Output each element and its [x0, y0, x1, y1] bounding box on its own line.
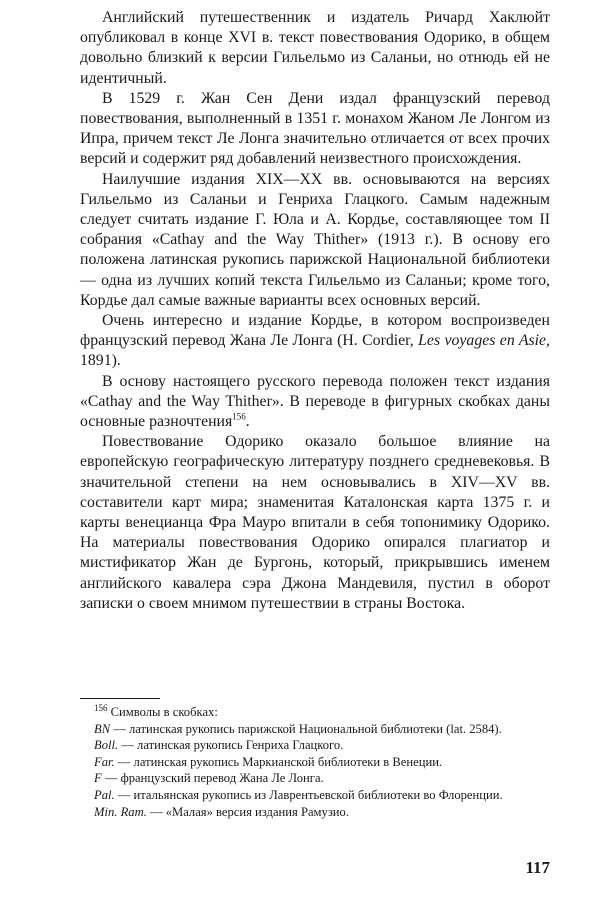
- footnote-heading: [80, 704, 550, 721]
- footnote-desc: — «Малая» версия издания Рамузио.: [146, 804, 349, 819]
- cordier-book-title: Les voyages en Asie,: [418, 332, 550, 350]
- translation-text-end: .: [245, 413, 250, 431]
- footnote-divider: [80, 698, 160, 699]
- footnote-reference: 156: [232, 411, 246, 422]
- footnote-item: [80, 737, 550, 754]
- footnote-item: [80, 770, 550, 787]
- footnote-abbr: Boll.: [94, 738, 119, 753]
- footnote-item: [80, 721, 550, 738]
- footnote-abbr: Pal.: [94, 787, 115, 802]
- footnote-desc: — латинская рукопись парижской Национальной библиотеки (lat. 2584).: [110, 721, 502, 736]
- footnote-desc: — латинская рукопись Маркианской библиотеки в Венеции.: [114, 754, 443, 769]
- paragraph-hakluyt: Английский путешественник и издатель Ричард Хаклюйт опубликовал в конце XVI в. текст повествования Одорико, в общем довольно близкий к версии Гильельмо из Саланьи, но отнюдь ей не идентичный.: [80, 9, 550, 87]
- paragraph-cordier-edition: [80, 311, 550, 372]
- footnote-abbr: BN: [94, 721, 111, 736]
- footnote-heading-text: Символы в скобках:: [107, 705, 218, 719]
- footnote-desc: — итальянская рукопись из Лаврентьевской библиотеки во Флоренции.: [114, 787, 503, 802]
- footnote-desc: — латинская рукопись Генриха Глацкого.: [118, 738, 344, 753]
- footnote-item: [80, 804, 550, 821]
- footnote-item: [80, 754, 550, 771]
- footnote-desc: — французский перевод Жана Ле Лонга.: [101, 771, 324, 786]
- paragraph-influence: Повествование Одорико оказало большое влияние на европейскую географическую литературу позднего средневековья. В значительной степени на нем основывались в XIV—XV вв. составители карт мира; знаменитая Каталонская карта 1375 г. и карты венецианца Фра Мауро впитали в себя топонимику Одорико. На материалы повествования Одорико опирался плагиатор и мистификатор Жан де Бургонь, который, прикрывшись именем английского кавалера сэра Джона Мандевиля, пустил в оборот записки о своем мнимом путешествии в страны Востока.: [80, 433, 550, 612]
- page-number: 117: [525, 858, 550, 877]
- footnote-abbr: F: [94, 771, 102, 786]
- paragraph-saint-denis: В 1529 г. Жан Сен Дени издал французский перевод повествования, выполненный в 1351 г. монахом Жаном Ле Лонгом из Ипра, причем текст Ле Лонга значительно отличается от всех прочих версий и содержит ряд добавлений неизвестного происхождения.: [80, 89, 550, 168]
- footnote-block: [80, 704, 550, 820]
- cordier-text-after: 1891).: [80, 352, 121, 370]
- main-text: [80, 8, 550, 614]
- cordier-text-before: Очень интересно и издание Кордье, в котором воспроизведен французский перевод Жана Ле Лонга (H. Cordier,: [80, 312, 550, 350]
- footnote-abbr: Min. Ram.: [94, 804, 147, 819]
- footnote-abbr: Far.: [94, 754, 115, 769]
- translation-text: В основу настоящего русского перевода положен текст издания «Cathay and the Way Thither». В переводе в фигурных скобках даны основные разночтения: [80, 372, 550, 431]
- paragraph-best-editions: Наилучшие издания XIX—XX вв. основываются на версиях Гильельмо из Саланьи и Генриха Глацкого. Самым надежным следует считать издание Г. Юла и А. Кордье, составляющее том II собрания «Cathay and the Way Thither» (1913 г.). В основу его положена латинская рукопись парижской Национальной библиотеки — одна из лучших копий текста Гильельмо из Саланьи; кроме того, Кордье дал самые важные варианты всех основных версий.: [80, 170, 550, 309]
- footnote-number: 156: [94, 702, 108, 713]
- paragraph-russian-translation: [80, 372, 550, 433]
- footnote-item: [80, 787, 550, 804]
